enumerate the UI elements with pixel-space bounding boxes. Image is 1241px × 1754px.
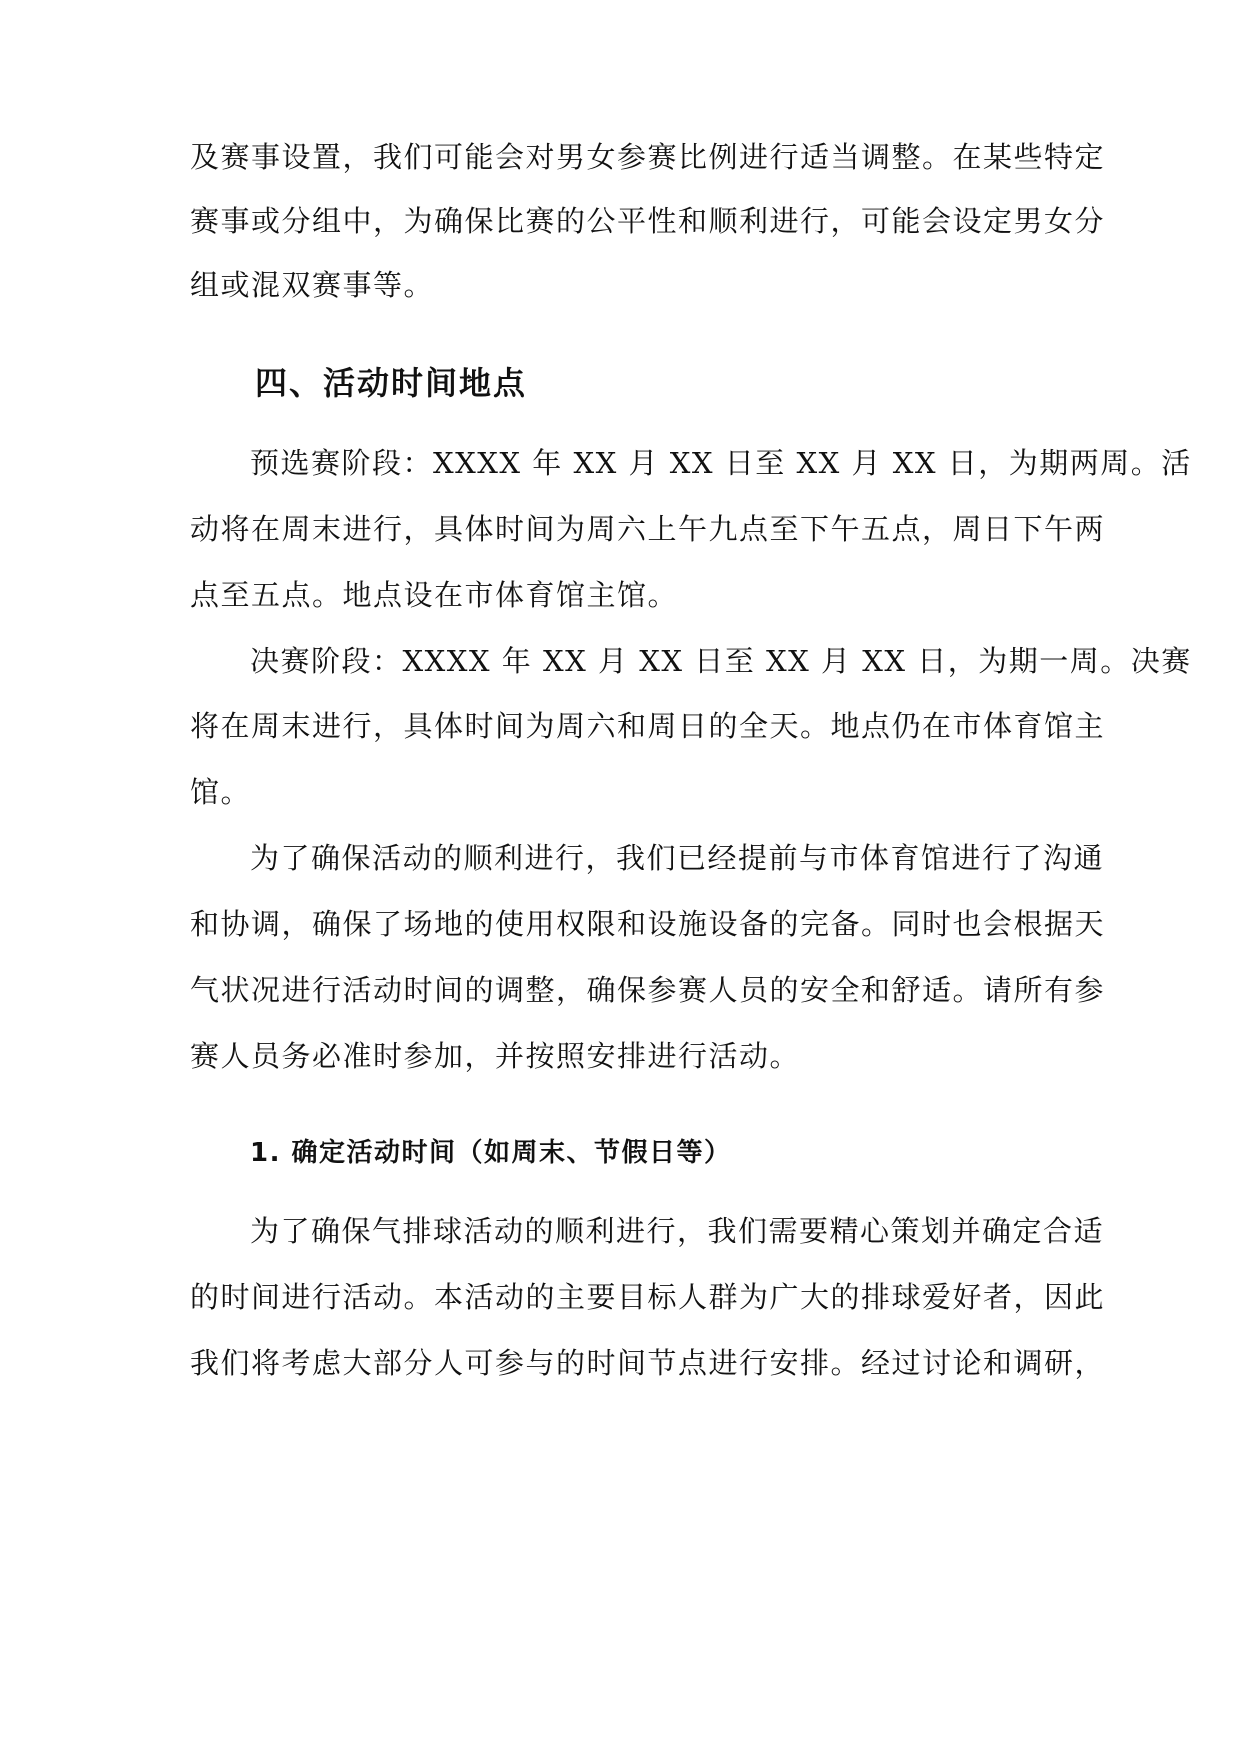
paragraph-line: 赛人员务必准时参加，并按照安排进行活动。 [190, 1039, 801, 1073]
paragraph-line: 和协调，确保了场地的使用权限和设施设备的完备。同时也会根据天 [190, 907, 1106, 941]
paragraph-line: 为了确保气排球活动的顺利进行，我们需要精心策划并确定合适 [250, 1214, 1105, 1248]
paragraph-line: 赛事或分组中，为确保比赛的公平性和顺利进行，可能会设定男女分 [190, 204, 1106, 238]
paragraph-line: 将在周末进行，具体时间为周六和周日的全天。地点仍在市体育馆主 [190, 709, 1106, 743]
paragraph-line: 决赛阶段：XXXX 年 XX 月 XX 日至 XX 月 XX 日，为期一周。决赛 [250, 644, 1192, 678]
section-heading: 四、活动时间地点 [255, 364, 528, 402]
paragraph-line: 点至五点。地点设在市体育馆主馆。 [190, 578, 679, 612]
paragraph-line: 我们将考虑大部分人可参与的时间节点进行安排。经过讨论和调研， [190, 1346, 1106, 1380]
paragraph-line: 预选赛阶段：XXXX 年 XX 月 XX 日至 XX 月 XX 日，为期两周。活 [250, 446, 1192, 480]
paragraph-line: 的时间进行活动。本活动的主要目标人群为广大的排球爱好者，因此 [190, 1280, 1106, 1314]
paragraph-line: 组或混双赛事等。 [190, 268, 435, 302]
paragraph-line: 为了确保活动的顺利进行，我们已经提前与市体育馆进行了沟通 [250, 841, 1105, 875]
subsection-heading: 1. 确定活动时间（如周末、节假日等） [250, 1138, 732, 1168]
paragraph-line: 及赛事设置，我们可能会对男女参赛比例进行适当调整。在某些特定 [190, 140, 1106, 174]
paragraph-line: 气状况进行活动时间的调整，确保参赛人员的安全和舒适。请所有参 [190, 973, 1106, 1007]
paragraph-line: 馆。 [190, 775, 252, 809]
paragraph-line: 动将在周末进行，具体时间为周六上午九点至下午五点，周日下午两 [190, 512, 1106, 546]
